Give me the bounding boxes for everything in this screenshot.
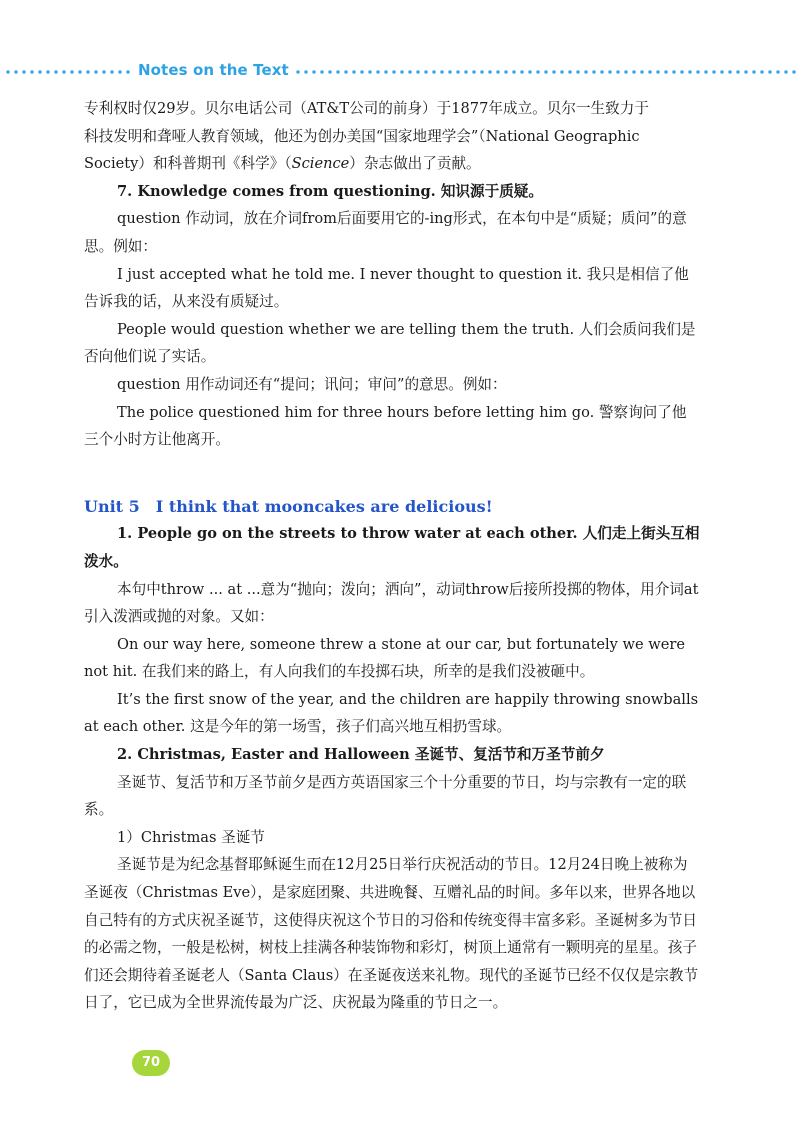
intro-line-3-post: ）杂志做出了贡献。 [349, 155, 481, 173]
page-number-badge: 70 [132, 1050, 170, 1076]
note-7-heading: 7. Knowledge comes from questioning. 知识源于质疑。 [117, 182, 543, 200]
unit5-note-1-example-1: On our way here, someone threw a stone at our car, but fortunately we were not hit. 在我们来的路上，有人向我们的车投掷石块，所幸的是我们没被砸中。 [84, 635, 686, 681]
unit-label: Unit 5 [84, 496, 140, 516]
intro-line-1: 专利权时仅29岁。贝尔电话公司（AT&T公司的前身）于1877年成立。贝尔一生致力于 [84, 100, 649, 117]
intro-line-2: 科技发明和聋哑人教育领域，他还为创办美国“国家地理学会”（National Geographic [84, 127, 640, 145]
christmas-paragraph: 圣诞节是为纪念基督耶稣诞生而在12月25日举行庆祝活动的节日。12月24日晚上被称为圣诞夜（Christmas Eve），是家庭团聚、共进晚餐、互赠礼品的时间。多年以来，世界各地以自己特有的方式庆祝圣诞节，这使得庆祝这个节日的习俗和传统变得丰富多彩。圣诞树多为节日的必需之物，一般是松树，树枝上挂满各种装饰物和彩灯，树顶上通常有一颗明亮的星星。孩子们还会期待着圣诞老人（Santa Claus）在圣诞夜送来礼物。现代的圣诞节已经不仅仅是宗教节日了，它已成为全世界流传最为广泛、庆祝最为隆重的节日之一。 [84, 856, 699, 1012]
unit5-note-2-heading: 2. Christmas, Easter and Halloween 圣诞节、复活节和万圣节前夕 [117, 746, 605, 764]
christmas-subheading: 1）Christmas 圣诞节 [117, 828, 265, 846]
header-title: Notes on the Text [138, 61, 289, 79]
header-dots-left [4, 70, 132, 74]
note-7-explanation: question 作动词，放在介词from后面要用它的-ing形式，在本句中是“质疑；质问”的意思。例如： [84, 210, 687, 255]
page-body [84, 95, 700, 1017]
science-title: Science [291, 155, 350, 173]
intro-line-3 [84, 150, 700, 178]
unit-title: I think that mooncakes are delicious! [155, 496, 493, 516]
running-header [0, 60, 800, 84]
header-dots-right [294, 70, 796, 74]
unit5-note-1-explanation: 本句中throw ... at ...意为“抛向；泼向；洒向”，动词throw后接所投掷的物体，用介词at引入泼洒或抛的对象。又如： [84, 580, 699, 626]
unit-heading [84, 493, 700, 521]
note-7-example-3: The police questioned him for three hours before letting him go. 警察询问了他三个小时方让他离开。 [84, 403, 687, 449]
unit5-note-1-example-2: It’s the first snow of the year, and the children are happily throwing snowballs at each other. 这是今年的第一场雪，孩子们高兴地互相扔雪球。 [84, 690, 699, 736]
unit5-note-2-explanation: 圣诞节、复活节和万圣节前夕是西方英语国家三个十分重要的节日，均与宗教有一定的联系。 [84, 773, 687, 819]
intro-line-3-pre: Society）和科普期刊《科学》（ [84, 155, 292, 173]
note-7-example-2: People would question whether we are telling them the truth. 人们会质问我们是否向他们说了实话。 [84, 320, 696, 366]
note-7-explanation-2: question 用作动词还有“提问；讯问；审问”的意思。例如： [117, 375, 507, 393]
note-7-example-1: I just accepted what he told me. I never thought to question it. 我只是相信了他告诉我的话，从来没有质疑过。 [84, 265, 689, 311]
unit5-note-1-heading: 1. People go on the streets to throw water at each other. 人们走上街头互相泼水。 [84, 525, 700, 570]
